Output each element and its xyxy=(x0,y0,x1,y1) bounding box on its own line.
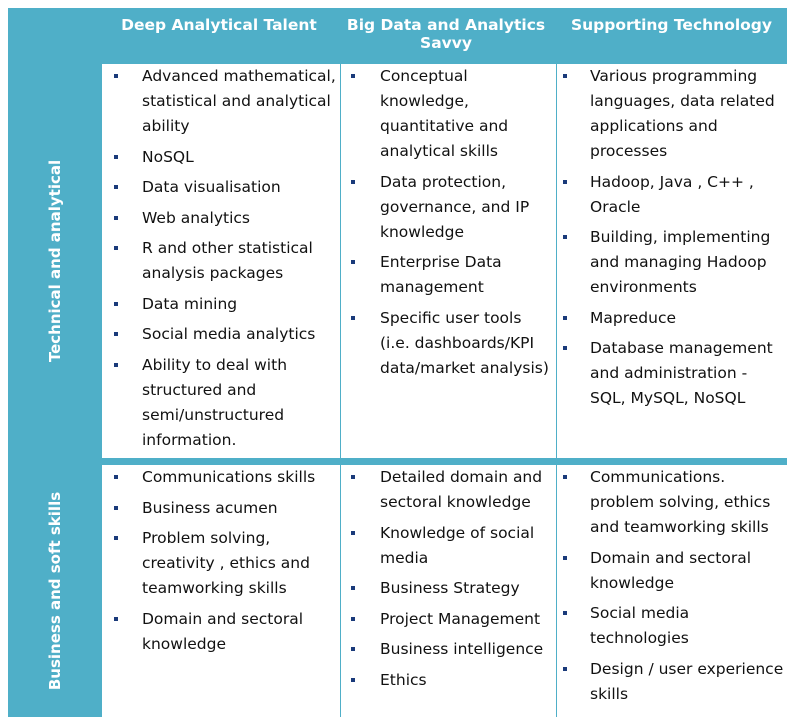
skill-list xyxy=(102,465,340,657)
cell-r1-c1 xyxy=(102,64,340,458)
bullet-icon xyxy=(114,74,118,78)
list-item xyxy=(102,145,340,170)
bullet-icon xyxy=(114,302,118,306)
cell-r2-c2 xyxy=(341,465,556,717)
bullet-icon xyxy=(563,346,567,350)
list-item-text: NoSQL xyxy=(142,147,194,166)
bullet-icon xyxy=(351,531,355,535)
list-item xyxy=(557,225,787,300)
list-item xyxy=(341,576,556,601)
list-item-text: Communications skills xyxy=(142,468,316,486)
list-item-text: Business acumen xyxy=(142,498,278,517)
list-item xyxy=(341,170,556,245)
bullet-icon xyxy=(114,155,118,159)
list-item xyxy=(557,657,787,707)
list-item-text: Data visualisation xyxy=(142,178,281,196)
list-item-text: Data protection, governance, and IP knowledge xyxy=(380,172,530,241)
bullet-icon xyxy=(563,475,567,479)
list-item-text: Project Management xyxy=(380,609,541,628)
list-item-text: Hadoop, Java , C++ , Oracle xyxy=(590,172,754,216)
cell-r2-c1 xyxy=(102,465,340,717)
cell-r2-c3 xyxy=(557,465,787,717)
bullet-icon xyxy=(351,586,355,590)
skill-list xyxy=(557,465,787,707)
list-item xyxy=(557,546,787,596)
list-item-text: Specific user tools (i.e. dashboards/KPI data/market analysis) xyxy=(380,308,549,377)
list-item xyxy=(341,668,556,693)
list-item-text: R and other statistical analysis packages xyxy=(142,239,313,282)
list-item xyxy=(102,465,340,490)
list-item-text: Problem solving, creativity , ethics and teamworking skills xyxy=(142,529,310,597)
list-item xyxy=(557,306,787,331)
bullet-icon xyxy=(351,260,355,264)
bullet-icon xyxy=(351,678,355,682)
cell-r1-c3 xyxy=(557,64,787,458)
row-header-2 xyxy=(8,465,102,717)
list-item xyxy=(341,306,556,381)
row-header-1 xyxy=(8,64,102,458)
list-item xyxy=(102,206,340,231)
bullet-icon xyxy=(563,611,567,615)
list-item-text: Conceptual knowledge, quantitative and analytical skills xyxy=(380,67,509,160)
bullet-icon xyxy=(351,180,355,184)
list-item xyxy=(102,292,340,317)
list-item xyxy=(102,322,340,347)
list-item-text: Ability to deal with structured and semi/unstructured information. xyxy=(142,355,288,449)
bullet-icon xyxy=(563,235,567,239)
skills-table xyxy=(8,8,787,717)
list-item-text: Ethics xyxy=(380,670,427,689)
skill-list xyxy=(341,465,556,693)
bullet-icon xyxy=(114,246,118,250)
list-item xyxy=(102,607,340,657)
list-item-text: Enterprise Data management xyxy=(380,253,502,296)
list-item-text: Business intelligence xyxy=(380,640,544,658)
bullet-icon xyxy=(114,475,118,479)
list-item xyxy=(102,353,340,453)
column-header-1: Deep Analytical Talent xyxy=(121,16,317,34)
skill-list xyxy=(102,64,340,453)
list-item xyxy=(102,526,340,601)
column-header-3: Supporting Technology xyxy=(570,16,773,34)
skill-list xyxy=(557,64,787,411)
bullet-icon xyxy=(114,216,118,220)
list-item-text: Database management and administration - SQL, MySQL, NoSQL xyxy=(590,339,773,407)
list-item-text: Data mining xyxy=(142,294,238,313)
list-item xyxy=(341,250,556,300)
list-item xyxy=(557,465,787,540)
row-label-technical: Technical and analytical xyxy=(46,159,64,363)
bullet-icon xyxy=(351,617,355,621)
bullet-icon xyxy=(563,316,567,320)
list-item-text: Social media technologies xyxy=(590,604,690,647)
list-item xyxy=(557,64,787,164)
bullet-icon xyxy=(351,647,355,651)
list-item-text: Social media analytics xyxy=(142,325,316,343)
list-item xyxy=(102,175,340,200)
bullet-icon xyxy=(563,667,567,671)
list-item xyxy=(102,236,340,286)
list-item-text: Detailed domain and sectoral knowledge xyxy=(380,468,543,511)
list-item xyxy=(341,637,556,662)
list-item-text: Domain and sectoral knowledge xyxy=(590,548,752,592)
list-item xyxy=(341,521,556,571)
bullet-icon xyxy=(351,475,355,479)
bullet-icon xyxy=(351,316,355,320)
list-item-text: Building, implementing and managing Hadoop environments xyxy=(590,228,771,296)
list-item-text: Advanced mathematical, statistical and analytical ability xyxy=(142,67,336,135)
bullet-icon xyxy=(114,363,118,367)
list-item-text: Business Strategy xyxy=(380,579,520,597)
bullet-icon xyxy=(351,74,355,78)
list-item xyxy=(557,601,787,651)
list-item-text: Mapreduce xyxy=(590,308,676,327)
list-item xyxy=(341,465,556,515)
skill-list xyxy=(341,64,556,381)
column-header-2: Big Data and Analytics Savvy xyxy=(346,16,546,52)
list-item-text: Web analytics xyxy=(142,208,251,227)
bullet-icon xyxy=(563,180,567,184)
bullet-icon xyxy=(114,506,118,510)
list-item xyxy=(341,607,556,632)
bullet-icon xyxy=(114,536,118,540)
cell-r1-c2 xyxy=(341,64,556,458)
list-item xyxy=(341,64,556,164)
list-item xyxy=(557,336,787,411)
bullet-icon xyxy=(114,332,118,336)
list-item-text: Design / user experience skills xyxy=(590,659,784,703)
list-item-text: Knowledge of social media xyxy=(380,523,535,567)
list-item xyxy=(102,496,340,521)
list-item-text: Various programming languages, data related applications and processes xyxy=(590,67,775,160)
list-item xyxy=(102,64,340,139)
list-item-text: Domain and sectoral knowledge xyxy=(142,609,304,653)
bullet-icon xyxy=(114,185,118,189)
bullet-icon xyxy=(114,617,118,621)
list-item xyxy=(557,170,787,220)
list-item-text: Communications. problem solving, ethics and teamworking skills xyxy=(590,468,771,536)
bullet-icon xyxy=(563,74,567,78)
row-label-business: Business and soft skills xyxy=(46,491,64,691)
bullet-icon xyxy=(563,556,567,560)
